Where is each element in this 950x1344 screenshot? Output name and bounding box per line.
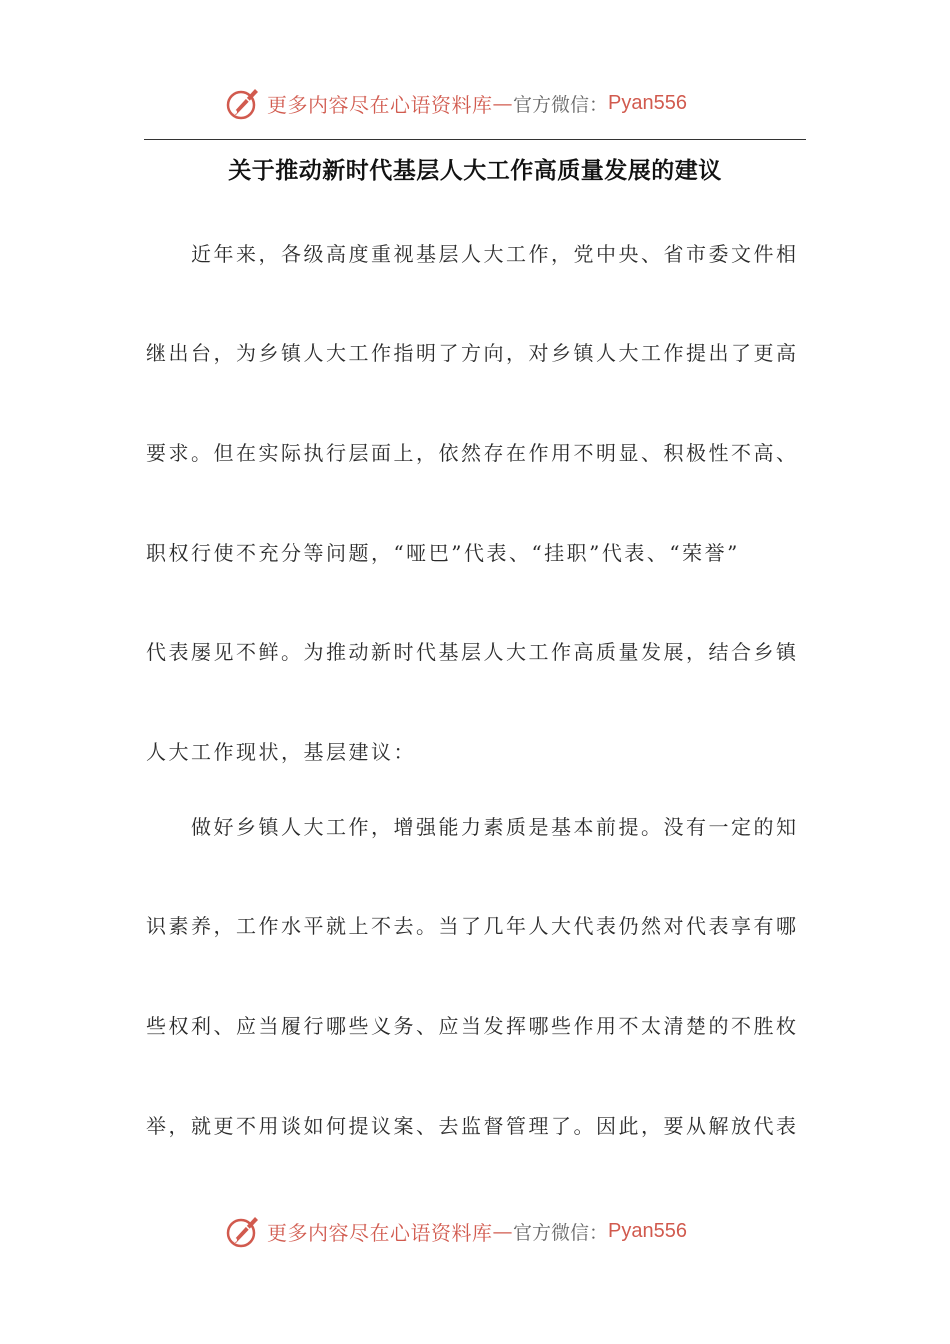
quill-logo-icon	[225, 85, 261, 121]
body-line: 近年来，各级高度重视基层人大工作，党中央、省市委文件相	[146, 242, 799, 266]
header-banner	[225, 83, 687, 123]
banner-separator: —	[492, 91, 513, 115]
body-line: 做好乡镇人大工作，增强能力素质是基本前提。没有一定的知	[146, 815, 799, 839]
body-line: 职权行使不充分等问题，“哑巴”代表、“挂职”代表、“荣誉”	[146, 541, 740, 565]
banner-wechat-label: 官方微信：	[513, 93, 609, 116]
document-title: 关于推动新时代基层人大工作高质量发展的建议	[228, 158, 722, 184]
banner-wechat-id: Pyan556	[608, 1219, 687, 1242]
banner-slogan: 更多内容尽在心语资料库	[267, 1220, 493, 1245]
header-divider	[144, 139, 806, 140]
quill-logo-icon	[225, 1213, 261, 1249]
banner-slogan: 更多内容尽在心语资料库	[267, 92, 493, 117]
body-line: 代表屡见不鲜。为推动新时代基层人大工作高质量发展，结合乡镇	[146, 640, 799, 664]
body-line: 继出台，为乡镇人大工作指明了方向，对乡镇人大工作提出了更高	[146, 341, 799, 365]
body-line: 些权利、应当履行哪些义务、应当发挥哪些作用不太清楚的不胜枚	[146, 1014, 799, 1038]
body-line: 举，就更不用谈如何提议案、去监督管理了。因此，要从解放代表	[146, 1114, 799, 1138]
banner-wechat-id: Pyan556	[608, 91, 687, 114]
banner-wechat-label: 官方微信：	[513, 1221, 609, 1244]
body-line: 识素养，工作水平就上不去。当了几年人大代表仍然对代表享有哪	[146, 914, 799, 938]
body-line: 要求。但在实际执行层面上，依然存在作用不明显、积极性不高、	[146, 441, 799, 465]
banner-separator: —	[492, 1219, 513, 1243]
body-line: 人大工作现状，基层建议：	[146, 740, 416, 764]
footer-banner	[225, 1211, 687, 1251]
